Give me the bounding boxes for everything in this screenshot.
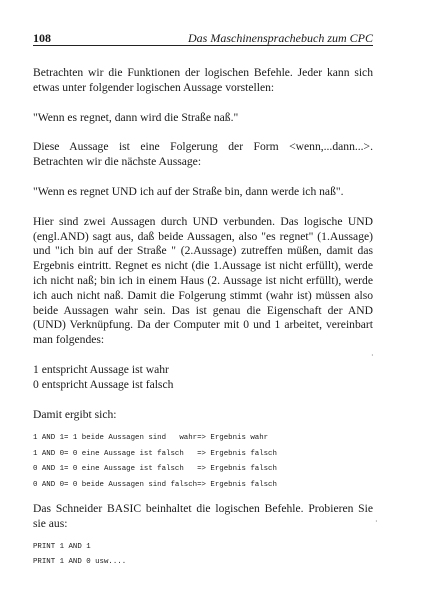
running-title: Das Maschinensprachebuch zum CPC	[188, 31, 373, 45]
code-line: PRINT 1 AND 1	[33, 542, 91, 551]
scan-mark: ·	[375, 517, 378, 526]
quote-1: "Wenn es regnet, dann wird die Straße naß."	[33, 110, 239, 124]
definition-false: 0 entspricht Aussage ist falsch	[33, 377, 174, 391]
paragraph-result-intro: Damit ergibt sich:	[33, 407, 117, 421]
code-listing	[33, 540, 373, 571]
page-number: 108	[33, 31, 51, 45]
truth-table	[33, 431, 373, 493]
scan-mark: ·	[371, 351, 374, 360]
paragraph-and-explanation: Hier sind zwei Aussagen durch UND verbunden. Das logische UND (engl.AND) sagt aus, daß beide Aussagen, also "es regnet" (1.Aussage) und "ich bin auf der Straße " (2.Aussage) zutreffen müßen, damit das Ergebnis eintritt. Regnet es nicht (die 1.Aussage ist nicht erfüllt), werde ich nicht naß; bin ich in einem Haus (2. Aussage ist nicht erfüllt), werde ich auch nicht naß. Damit die Folgerung stimmt (wahr ist) müssen also beide Aussagen wahr sein. Das ist genau die Eigenschaft der AND (UND) Verknüpfung. Da der Computer mit 0 und 1 arbeitet, vereinbart man folgendes:	[33, 214, 373, 347]
code-line: PRINT 1 AND 0 usw....	[33, 558, 127, 567]
page-header	[33, 31, 373, 46]
truth-table-row: 0 AND 0= 0 beide Aussagen sind falsch=> Ergebnis falsch	[33, 480, 277, 489]
quote-2: "Wenn es regnet UND ich auf der Straße bin, dann werde ich naß".	[33, 184, 344, 198]
paragraph-intro: Betrachten wir die Funktionen der logischen Befehle. Jeder kann sich etwas unter folgender logischen Aussage vorstellen:	[33, 66, 373, 94]
paragraph-form: Diese Aussage ist eine Folgerung der Form <wenn,...dann...>. Betrachten wir die nächste Aussage:	[33, 140, 373, 169]
truth-table-row: 1 AND 1= 1 beide Aussagen sind wahr=> Ergebnis wahr	[33, 434, 269, 443]
truth-table-row: 0 AND 1= 0 eine Aussage ist falsch => Ergebnis falsch	[33, 465, 277, 474]
paragraph-basic: Das Schneider BASIC beinhaltet die logischen Befehle. Probieren Sie sie aus:	[33, 502, 373, 531]
definition-true: 1 entspricht Aussage ist wahr	[33, 362, 169, 376]
page-body	[33, 66, 373, 571]
truth-table-row: 1 AND 0= 0 eine Aussage ist falsch => Ergebnis falsch	[33, 449, 277, 458]
